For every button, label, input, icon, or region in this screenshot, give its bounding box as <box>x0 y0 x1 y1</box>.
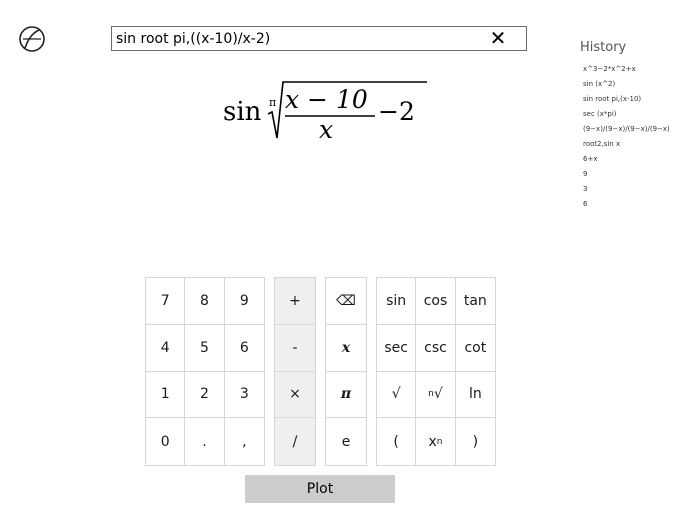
key-4[interactable]: 4 <box>146 325 185 372</box>
key-decimal-point[interactable]: . <box>185 418 224 465</box>
key-cot[interactable]: cot <box>456 325 495 372</box>
key-minus[interactable]: - <box>275 325 315 372</box>
nth-root-symbol: √ <box>433 386 443 403</box>
plot-button[interactable]: Plot <box>245 475 395 503</box>
formula-tail: −2 <box>378 97 415 126</box>
history-item[interactable]: sec (x*pi) <box>583 110 617 118</box>
key-sec[interactable]: sec <box>377 325 416 372</box>
history-item[interactable]: x^3−2*x^2+x <box>583 65 636 73</box>
expression-input[interactable] <box>116 27 486 50</box>
key-sqrt[interactable]: √ <box>377 372 416 419</box>
key-e[interactable]: e <box>326 418 366 465</box>
key-csc[interactable]: csc <box>416 325 455 372</box>
number-pad <box>145 277 265 466</box>
formula-numerator: x − 10 <box>285 85 368 114</box>
key-nth-root[interactable] <box>416 372 455 419</box>
key-tan[interactable]: tan <box>456 278 495 325</box>
symbol-pad <box>325 277 367 466</box>
key-sin[interactable]: sin <box>377 278 416 325</box>
formula-root-index: π <box>269 96 277 109</box>
formula-preview <box>215 72 455 152</box>
app-logo-icon[interactable] <box>18 25 46 53</box>
key-pi[interactable]: π <box>326 372 366 419</box>
key-2[interactable]: 2 <box>185 372 224 419</box>
key-1[interactable]: 1 <box>146 372 185 419</box>
key-0[interactable]: 0 <box>146 418 185 465</box>
key-plus[interactable]: + <box>275 278 315 325</box>
formula-function: sin <box>223 97 262 127</box>
clear-icon[interactable]: ✕ <box>489 26 507 50</box>
key-ln[interactable]: ln <box>456 372 495 419</box>
history-item[interactable]: 3 <box>583 185 588 193</box>
nth-root-index: n <box>428 389 434 400</box>
history-item[interactable]: root2,sin x <box>583 140 621 148</box>
key-open-paren[interactable]: ( <box>377 418 416 465</box>
key-variable-x[interactable]: x <box>326 325 366 372</box>
function-pad <box>376 277 496 466</box>
history-item[interactable]: sin root pi,(x-10) <box>583 95 642 103</box>
key-divide[interactable]: / <box>275 418 315 465</box>
history-item[interactable]: 9 <box>583 170 588 178</box>
history-title: History <box>580 40 627 55</box>
expression-input-box <box>111 26 527 51</box>
key-close-paren[interactable]: ) <box>456 418 495 465</box>
key-8[interactable]: 8 <box>185 278 224 325</box>
history-item[interactable]: (9−x)/(9−x)/(9−x)/(9−x) <box>583 125 670 133</box>
history-panel <box>580 40 690 212</box>
power-exponent: n <box>436 436 443 447</box>
key-5[interactable]: 5 <box>185 325 224 372</box>
history-item[interactable]: 6 <box>583 200 588 208</box>
key-3[interactable]: 3 <box>225 372 264 419</box>
key-9[interactable]: 9 <box>225 278 264 325</box>
key-comma[interactable]: , <box>225 418 264 465</box>
power-base: x <box>428 433 437 450</box>
backspace-icon[interactable]: ⌫ <box>326 278 366 325</box>
operator-pad <box>274 277 316 466</box>
key-power[interactable] <box>416 418 455 465</box>
key-cos[interactable]: cos <box>416 278 455 325</box>
history-item[interactable]: sin (x^2) <box>583 80 616 88</box>
key-7[interactable]: 7 <box>146 278 185 325</box>
formula-denominator: x <box>319 115 334 144</box>
key-6[interactable]: 6 <box>225 325 264 372</box>
history-item[interactable]: 6+x <box>583 155 598 163</box>
key-multiply[interactable]: × <box>275 372 315 419</box>
